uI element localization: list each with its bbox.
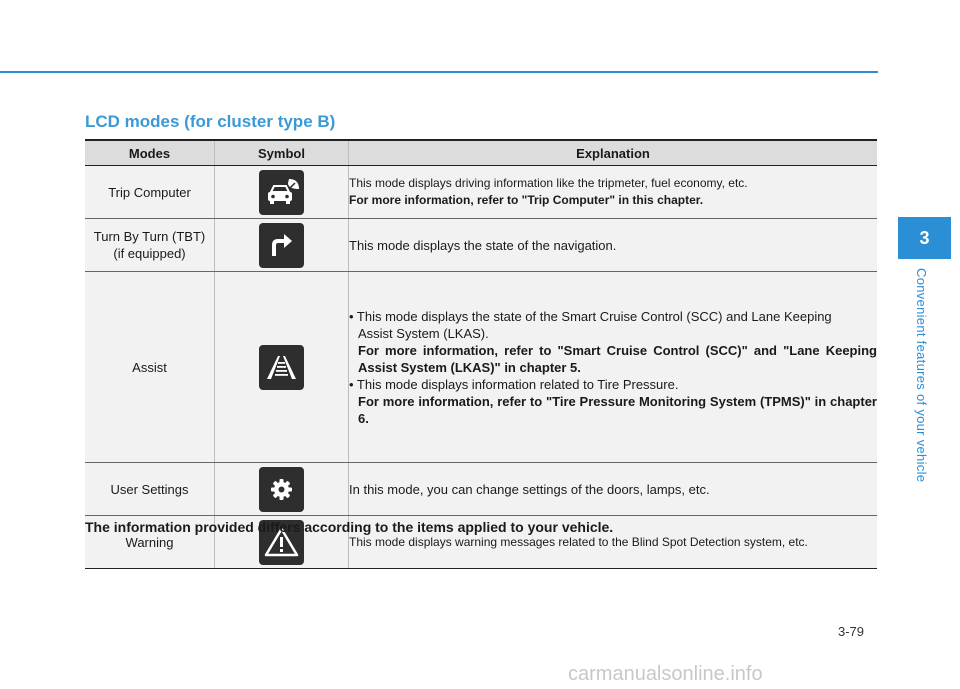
chapter-title: Convenient features of your vehicle <box>914 268 929 483</box>
symbol-cell <box>215 166 349 219</box>
lcd-modes-table <box>85 139 877 569</box>
mode-cell <box>85 166 215 219</box>
mode-cell <box>85 272 215 463</box>
assist-bullet-scc: • This mode displays the state of the Smart Cruise Control (SCC) and Lane Keeping <box>349 308 832 324</box>
assist-bullet-scc-cont: Assist System (LKAS). <box>358 325 489 341</box>
mode-qualifier: (if equipped) <box>113 246 186 261</box>
explanation-text: In this mode, you can change settings of the doors, lamps, etc. <box>349 481 710 497</box>
lane-assist-icon <box>259 345 304 390</box>
header-rule <box>0 71 878 73</box>
page-number: 3-79 <box>838 624 865 639</box>
explanation-cell <box>349 219 878 272</box>
explanation-reference: For more information, refer to "Trip Computer" in this chapter. <box>349 193 704 207</box>
assist-scc-reference: For more information, refer to "Smart Cruise Control (SCC)" and "Lane Keeping Assist System (LKAS)" in chapter 5. <box>358 342 877 375</box>
mode-name: User Settings <box>110 481 189 497</box>
table-row <box>85 463 877 516</box>
mode-cell <box>85 463 215 516</box>
mode-name: Trip Computer <box>108 184 191 200</box>
applicability-note: The information provided differs according to the items applied to your vehicle. <box>85 519 614 535</box>
explanation-cell <box>349 463 878 516</box>
explanation-text: This mode displays driving information like the tripmeter, fuel economy, etc. <box>349 176 748 190</box>
symbol-cell <box>215 272 349 463</box>
symbol-cell <box>215 463 349 516</box>
explanation-cell <box>349 272 878 463</box>
trip-computer-icon <box>259 170 304 215</box>
explanation-text: This mode displays the state of the navigation. <box>349 237 617 253</box>
symbol-cell <box>215 219 349 272</box>
section-title: LCD modes (for cluster type B) <box>85 112 336 131</box>
assist-bullet-tpms: • This mode displays information related to Tire Pressure. <box>349 376 679 392</box>
table-row <box>85 219 877 272</box>
watermark: carmanualsonline.info <box>568 663 763 685</box>
mode-name: Warning <box>125 534 174 550</box>
gear-icon <box>259 467 304 512</box>
explanation-text: This mode displays warning messages related to the Blind Spot Detection system, etc. <box>349 534 808 549</box>
header-modes: Modes <box>85 140 215 166</box>
assist-tpms-reference: For more information, refer to "Tire Pressure Monitoring System (TPMS)" in chapter 6. <box>358 393 877 426</box>
chapter-tab: 3 <box>898 217 951 259</box>
explanation-cell <box>349 166 878 219</box>
mode-name: Turn By Turn (TBT) <box>93 229 206 244</box>
table-row <box>85 272 877 463</box>
table-row <box>85 166 877 219</box>
header-explanation: Explanation <box>349 140 878 166</box>
turn-arrow-icon <box>259 223 304 268</box>
header-symbol: Symbol <box>215 140 349 166</box>
table-header-row <box>85 140 877 166</box>
mode-cell <box>85 219 215 272</box>
mode-name: Assist <box>132 359 167 375</box>
